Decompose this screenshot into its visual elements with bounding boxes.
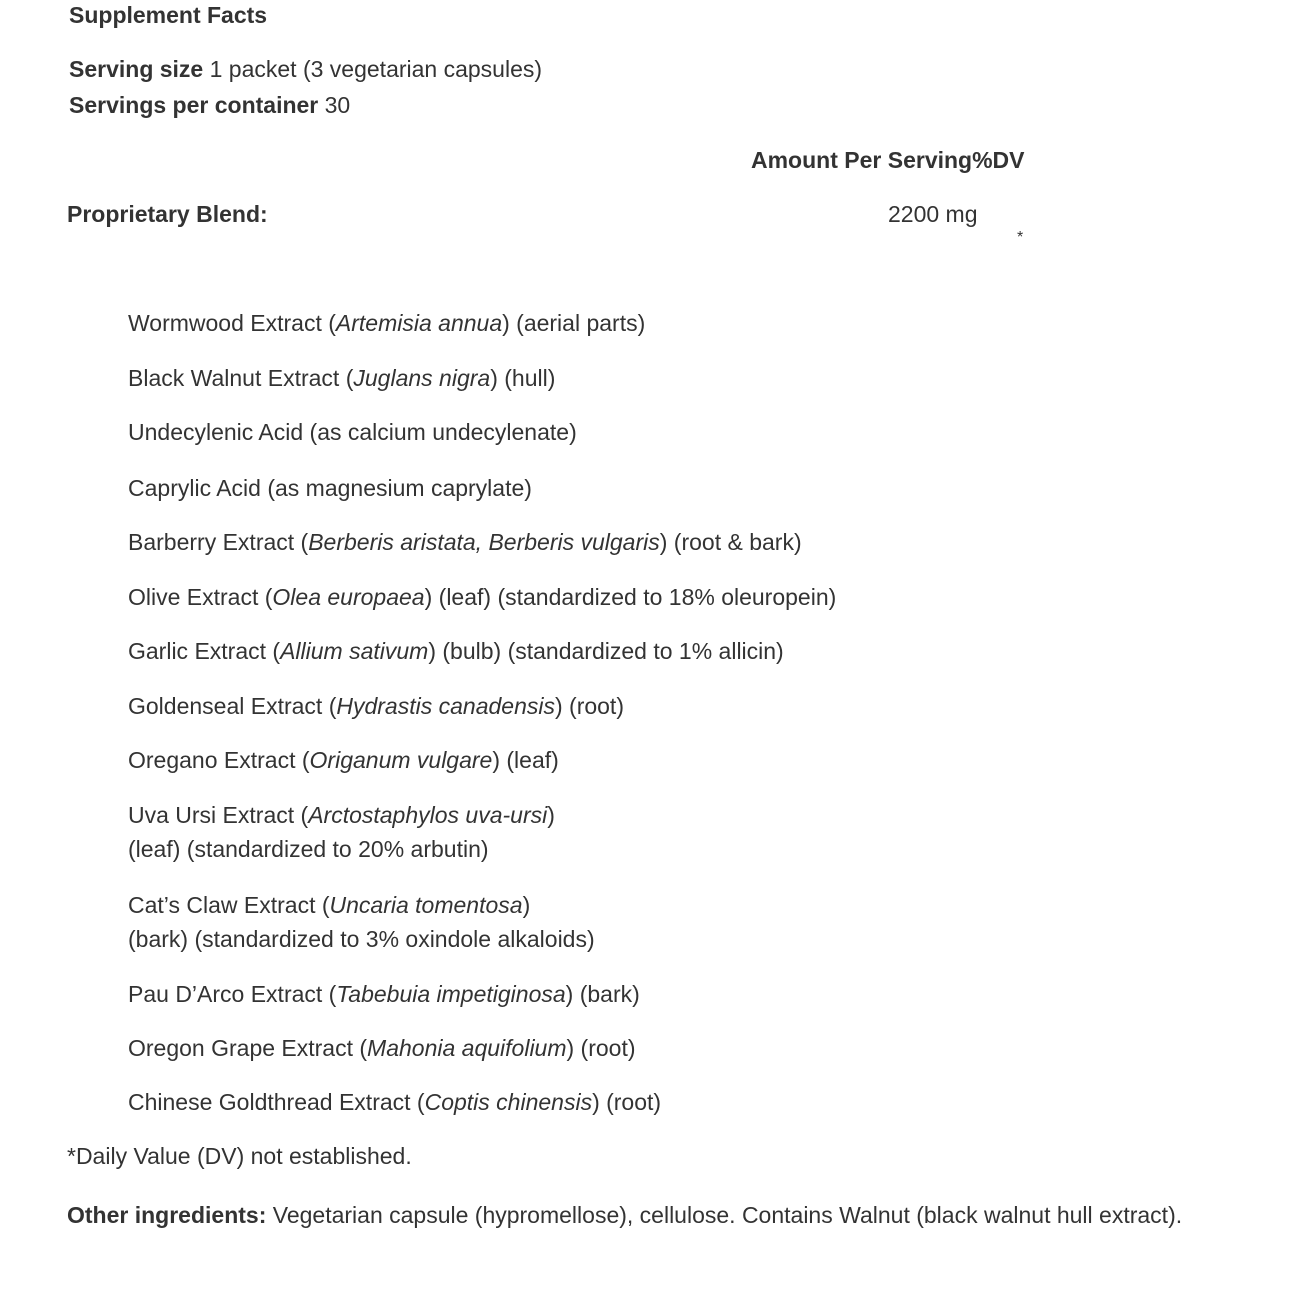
ingredient-name: Goldenseal Extract (: [128, 693, 337, 719]
ingredient-name: Uva Ursi Extract (: [128, 802, 309, 828]
ingredient-line-1: [128, 888, 595, 922]
ingredient-detail: ) (root): [554, 693, 624, 719]
ingredient-latin: Tabebuia impetiginosa: [336, 981, 566, 1007]
ingredient-item: [128, 743, 559, 777]
ingredient-name: Cat’s Claw Extract (: [128, 892, 330, 918]
ingredient-latin: Mahonia aquifolium: [367, 1035, 567, 1061]
ingredient-line-1: [128, 798, 555, 832]
servings-per-container-row: [69, 94, 350, 117]
ingredient-detail: ): [547, 802, 555, 828]
proprietary-blend-label: Proprietary Blend:: [67, 201, 268, 227]
ingredient-item: [128, 888, 595, 956]
ingredient-item: [128, 306, 645, 340]
ingredient-latin: Artemisia annua: [335, 310, 503, 336]
ingredient-latin: Juglans nigra: [353, 365, 491, 391]
ingredient-line-2: (leaf) (standardized to 20% arbutin): [128, 836, 489, 862]
ingredient-detail: ) (root): [592, 1089, 662, 1115]
ingredient-item: [128, 415, 577, 449]
ingredient-line-2: (bark) (standardized to 3% oxindole alkaloids): [128, 926, 595, 952]
ingredient-latin: Olea europaea: [272, 584, 425, 610]
ingredient-item: [128, 634, 784, 668]
ingredient-name: Oregano Extract (: [128, 747, 310, 773]
serving-size-value: 1 packet (3 vegetarian capsules): [203, 56, 543, 82]
serving-size-label: Serving size: [69, 56, 204, 82]
servings-per-container-label: Servings per container: [69, 92, 319, 118]
ingredient-detail: ) (hull): [490, 365, 556, 391]
ingredient-name: Oregon Grape Extract (: [128, 1035, 368, 1061]
ingredient-latin: Arctostaphylos uva-ursi: [308, 802, 548, 828]
ingredient-name: Wormwood Extract (: [128, 310, 336, 336]
other-ingredients-text: Vegetarian capsule (hypromellose), cellulose. Contains Walnut (black walnut hull extract).: [266, 1202, 1183, 1228]
ingredient-name: Olive Extract (: [128, 584, 273, 610]
servings-per-container-value: 30: [318, 92, 351, 118]
ingredient-detail: ) (root): [566, 1035, 636, 1061]
ingredient-detail: ) (bark): [565, 981, 640, 1007]
ingredient-item: [128, 689, 624, 723]
ingredient-item: [128, 1085, 661, 1119]
ingredient-latin: Origanum vulgare: [309, 747, 493, 773]
ingredient-latin: Allium sativum: [280, 638, 429, 664]
ingredient-name: Chinese Goldthread Extract (: [128, 1089, 425, 1115]
ingredient-item: [128, 361, 555, 395]
ingredient-name: Garlic Extract (: [128, 638, 281, 664]
other-ingredients-label: Other ingredients:: [67, 1202, 267, 1228]
ingredient-latin: Coptis chinensis: [424, 1089, 593, 1115]
ingredient-detail: ) (root & bark): [659, 529, 802, 555]
ingredient-item: [128, 798, 555, 866]
ingredient-detail: ) (leaf) (standardized to 18% oleuropein): [424, 584, 837, 610]
ingredient-detail: ) (leaf): [492, 747, 559, 773]
daily-value-footnote: *Daily Value (DV) not established.: [67, 1143, 412, 1169]
proprietary-blend-amount: 2200 mg: [888, 201, 978, 227]
ingredient-name: Barberry Extract (: [128, 529, 309, 555]
amount-per-serving-header: Amount Per Serving%DV: [751, 147, 1025, 173]
ingredient-item: [128, 977, 640, 1011]
ingredient-name: Pau D’Arco Extract (: [128, 981, 337, 1007]
ingredient-name: Black Walnut Extract (: [128, 365, 354, 391]
ingredient-latin: Uncaria tomentosa: [329, 892, 523, 918]
ingredient-detail: ) (aerial parts): [502, 310, 646, 336]
ingredient-detail: ) (bulb) (standardized to 1% allicin): [428, 638, 784, 664]
ingredient-item: [128, 471, 532, 505]
dv-asterisk: *: [1017, 229, 1024, 246]
ingredient-item: [128, 1031, 636, 1065]
ingredient-latin: Hydrastis canadensis: [336, 693, 555, 719]
ingredient-detail: ): [522, 892, 531, 918]
ingredient-item: [128, 580, 836, 614]
ingredient-latin: Berberis aristata, Berberis vulgaris: [308, 529, 660, 555]
ingredient-item: [128, 525, 802, 559]
page-title: Supplement Facts: [69, 2, 268, 28]
other-ingredients: [67, 1197, 1187, 1233]
serving-size-row: [69, 58, 542, 81]
ingredient-name: Caprylic Acid (as magnesium caprylate): [128, 475, 532, 501]
ingredient-name: Undecylenic Acid (as calcium undecylenate): [128, 419, 577, 445]
